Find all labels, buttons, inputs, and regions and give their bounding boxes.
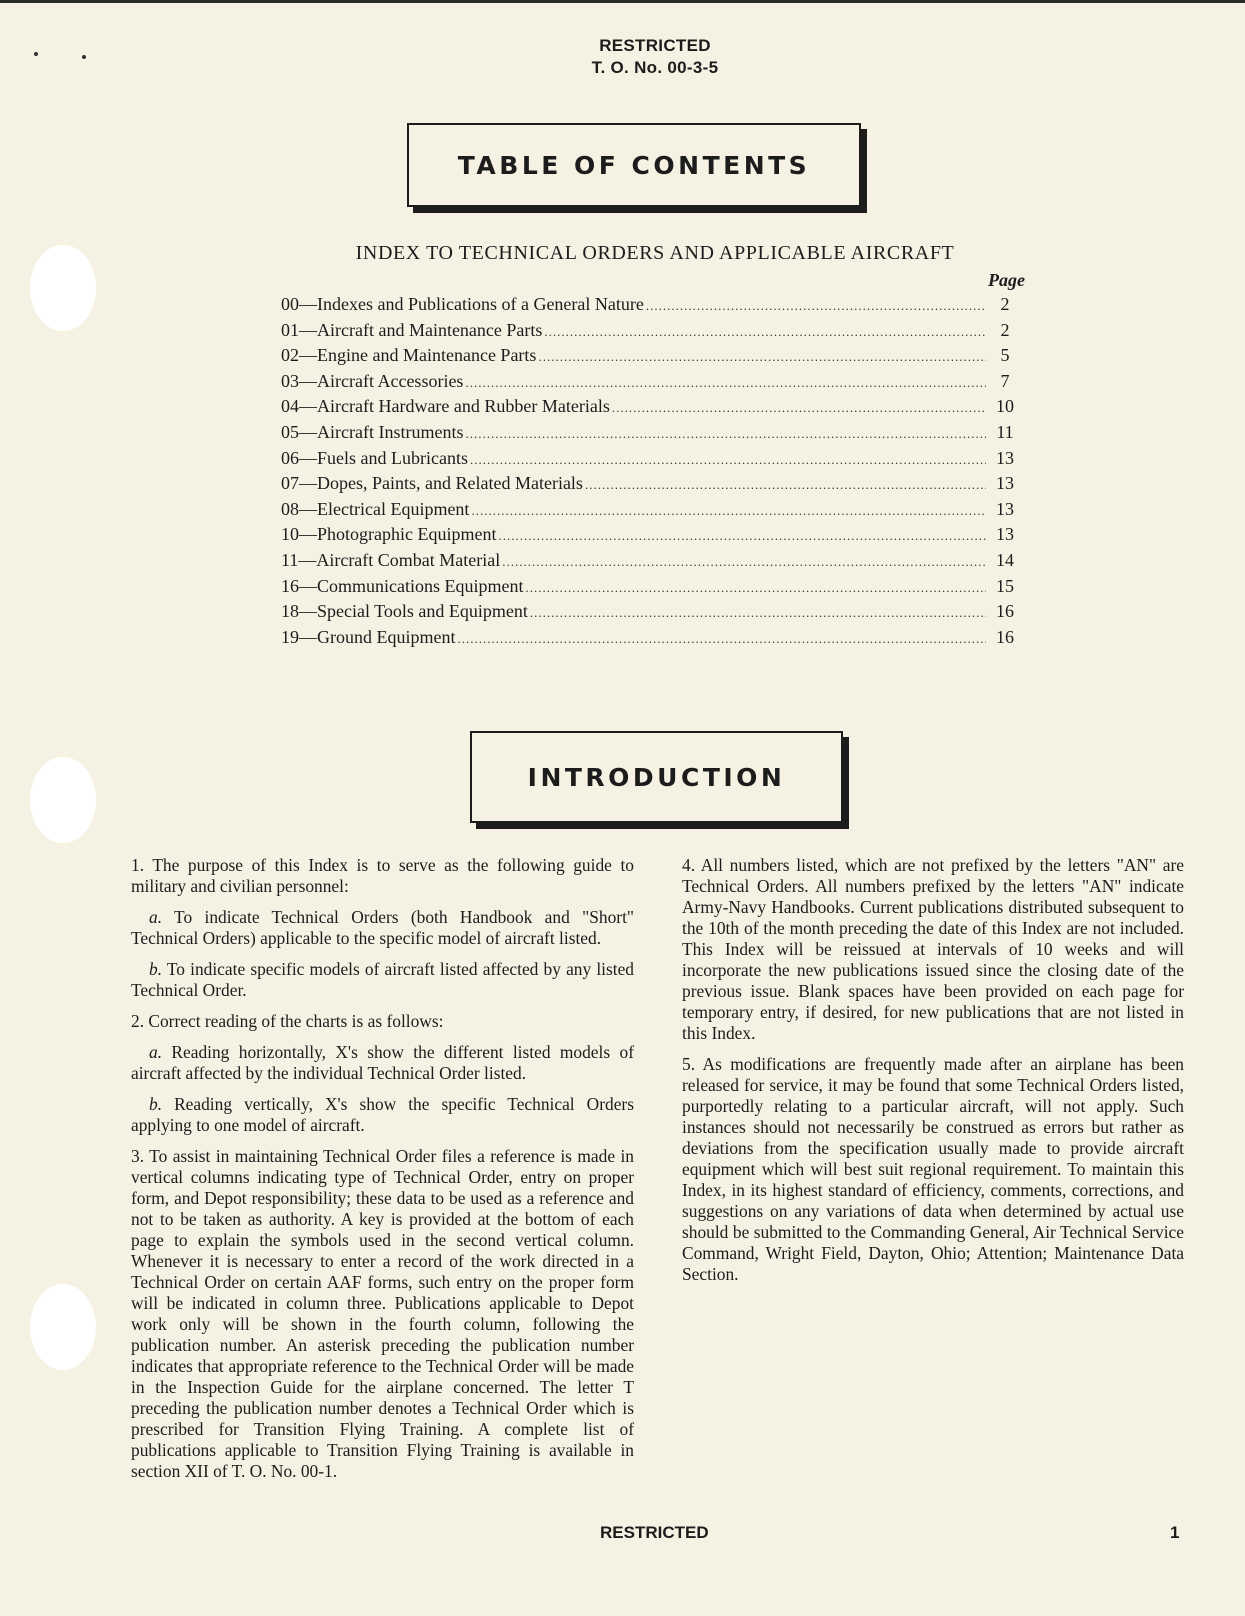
toc-entry-title: 02—Engine and Maintenance Parts <box>281 345 537 366</box>
toc-entry-page: 2 <box>1000 319 1010 340</box>
toc-leader-dots <box>465 375 986 391</box>
toc-entry <box>281 345 1024 371</box>
toc-entry-page: 2 <box>1000 294 1010 314</box>
toc-leader-dots <box>465 426 986 442</box>
toc-entry <box>281 294 1024 320</box>
toc-title: INDEX TO TECHNICAL ORDERS AND APPLICABLE AIRCRAFT <box>355 242 955 264</box>
toc-entry-title: 03—Aircraft Accessories <box>281 370 464 391</box>
toc-entry-page: 14 <box>996 549 1014 570</box>
toc-entry-title: 08—Electrical Equipment <box>281 498 470 519</box>
intro-para-3: 3. To assist in maintaining Technical Order files a reference is made in vertical columns indicating type of Technical Order, entry on proper form, and Depot responsibility; these data to be used as a reference and not to be taken as authority. A key is provided at the bottom of each page to explain the symbols used in the second vertical column. Whenever it is necessary to enter a record of the work directed in a Technical Order on certain AAF forms, such entry on the proper form will be indicated in column three. Publications applicable to Depot work only will be shown in the fourth column, following the publication number. An asterisk preceding the publication number indicates that appropriate reference to the Technical Order will be made in the Inspection Guide for the airplane concerned. The letter T preceding the publication number denotes a Technical Order which is prescribed for Transition Flying Training. A complete list of publications applicable to Transition Flying Training is available in section XII of T. O. No. 00-1. <box>131 1146 634 1481</box>
toc-entry-title: 00—Indexes and Publications of a General Nature <box>281 294 644 314</box>
binder-hole <box>30 757 96 843</box>
toc-entry <box>281 320 1024 346</box>
toc-heading-box <box>407 123 861 207</box>
item-text: To indicate specific models of aircraft listed affected by any listed Technical Order. <box>131 959 634 1000</box>
intro-para-5: 5. As modifications are frequently made after an airplane has been released for service, it may be found that some Technical Orders listed, purportedly relating to a particular aircraft, will not apply. Such instances should not necessarily be construed as errors but rather as deviations from the specification usually made to provide aircraft equipment which will best suit regional requirement. To maintain this Index, in its highest standard of efficiency, comments, corrections, and suggestions on any variations of data when determined by actual use should be submitted to the Commanding General, Air Technical Service Command, Wright Field, Dayton, Ohio; Attention; Maintenance Data Section. <box>682 1054 1184 1284</box>
toc-entry <box>281 473 1024 499</box>
footer-classification: RESTRICTED <box>600 1523 709 1542</box>
intro-left-column <box>131 855 634 1492</box>
toc-entry-page: 13 <box>996 524 1014 545</box>
toc-entry <box>281 576 1024 602</box>
toc-list <box>281 294 1024 652</box>
toc-entry <box>281 627 1024 653</box>
intro-para-4: 4. All numbers listed, which are not prefixed by the letters "AN" are Technical Orders. All numbers prefixed by the letters "AN" indicate Army-Navy Handbooks. Current publications distributed subsequent to the 10th of the month preceding the date of this Index are not included. This Index will be reissued at intervals of 10 weeks and will incorporate the new publications issued since the closing date of the previous issue. Blank spaces have been provided on each page for temporary entry, if desired, for new publications that are not listed in this Index. <box>682 855 1184 1043</box>
intro-para-1b <box>131 959 634 1001</box>
item-letter: a. <box>149 907 163 927</box>
item-letter: b. <box>149 959 163 979</box>
toc-entry-title: 16—Communications Equipment <box>281 575 524 596</box>
toc-entry-title: 05—Aircraft Instruments <box>281 421 464 442</box>
toc-entry-page: 13 <box>996 498 1014 519</box>
toc-entry-page: 16 <box>996 601 1014 622</box>
toc-entry-page: 15 <box>996 575 1014 596</box>
toc-entry-title: 04—Aircraft Hardware and Rubber Materials <box>281 396 610 417</box>
intro-heading-box <box>470 731 843 823</box>
intro-para-2a <box>131 1042 634 1084</box>
toc-entry-page: 5 <box>1000 345 1010 366</box>
toc-entry-title: 01—Aircraft and Maintenance Parts <box>281 319 543 340</box>
toc-entry-title: 18—Special Tools and Equipment <box>281 601 528 622</box>
toc-leader-dots <box>585 477 986 493</box>
toc-leader-dots <box>470 452 986 468</box>
intro-para-2: 2. Correct reading of the charts is as follows: <box>131 1011 444 1031</box>
toc-leader-dots <box>544 324 986 340</box>
toc-leader-dots <box>538 349 986 365</box>
item-text: Reading vertically, X's show the specific Technical Orders applying to one model of aircraft. <box>131 1094 634 1135</box>
item-letter: a. <box>149 1042 163 1062</box>
toc-leader-dots <box>498 528 986 544</box>
toc-leader-dots <box>646 298 986 314</box>
page-column-label: Page <box>988 270 1025 290</box>
toc-entry-page: 13 <box>996 473 1014 494</box>
toc-entry-title: 19—Ground Equipment <box>281 626 456 647</box>
toc-entry-title: 10—Photographic Equipment <box>281 524 497 545</box>
toc-entry <box>281 601 1024 627</box>
toc-entry-title: 11—Aircraft Combat Material <box>281 549 501 570</box>
intro-para-1: 1. The purpose of this Index is to serve as the following guide to military and civilian personnel: <box>131 855 634 896</box>
top-edge-line <box>0 0 1245 3</box>
toc-entry <box>281 371 1024 397</box>
toc-leader-dots <box>530 605 986 621</box>
toc-entry-page: 16 <box>996 626 1014 647</box>
item-text: Reading horizontally, X's show the different listed models of aircraft affected by the individual Technical Order listed. <box>131 1042 634 1083</box>
toc-entry-page: 7 <box>1000 370 1010 391</box>
intro-heading: INTRODUCTION <box>527 762 786 792</box>
toc-leader-dots <box>457 631 986 647</box>
binder-hole <box>30 1284 96 1370</box>
toc-entry <box>281 448 1024 474</box>
toc-entry <box>281 396 1024 422</box>
toc-entry-title: 06—Fuels and Lubricants <box>281 447 468 468</box>
toc-entry-title: 07—Dopes, Paints, and Related Materials <box>281 473 583 494</box>
footer-page-number: 1 <box>1170 1523 1180 1542</box>
toc-leader-dots <box>612 400 986 416</box>
header-classification: RESTRICTED <box>599 36 711 55</box>
header-to-number: T. O. No. 00-3-5 <box>591 58 719 77</box>
toc-entry <box>281 499 1024 525</box>
item-letter: b. <box>149 1094 163 1114</box>
toc-entry-page: 11 <box>996 421 1014 442</box>
intro-right-column <box>682 855 1184 1295</box>
toc-entry <box>281 524 1024 550</box>
toc-entry-page: 13 <box>996 447 1014 468</box>
toc-entry-page: 10 <box>996 396 1014 417</box>
toc-leader-dots <box>525 580 986 596</box>
toc-heading: TABLE OF CONTENTS <box>457 150 811 180</box>
toc-leader-dots <box>502 554 986 570</box>
intro-para-1a <box>131 907 634 949</box>
toc-entry <box>281 422 1024 448</box>
item-text: To indicate Technical Orders (both Handbook and "Short" Technical Orders) applicable to the specific model of aircraft listed. <box>131 907 634 948</box>
intro-para-2b <box>131 1094 634 1136</box>
toc-leader-dots <box>471 503 986 519</box>
toc-entry <box>281 550 1024 576</box>
